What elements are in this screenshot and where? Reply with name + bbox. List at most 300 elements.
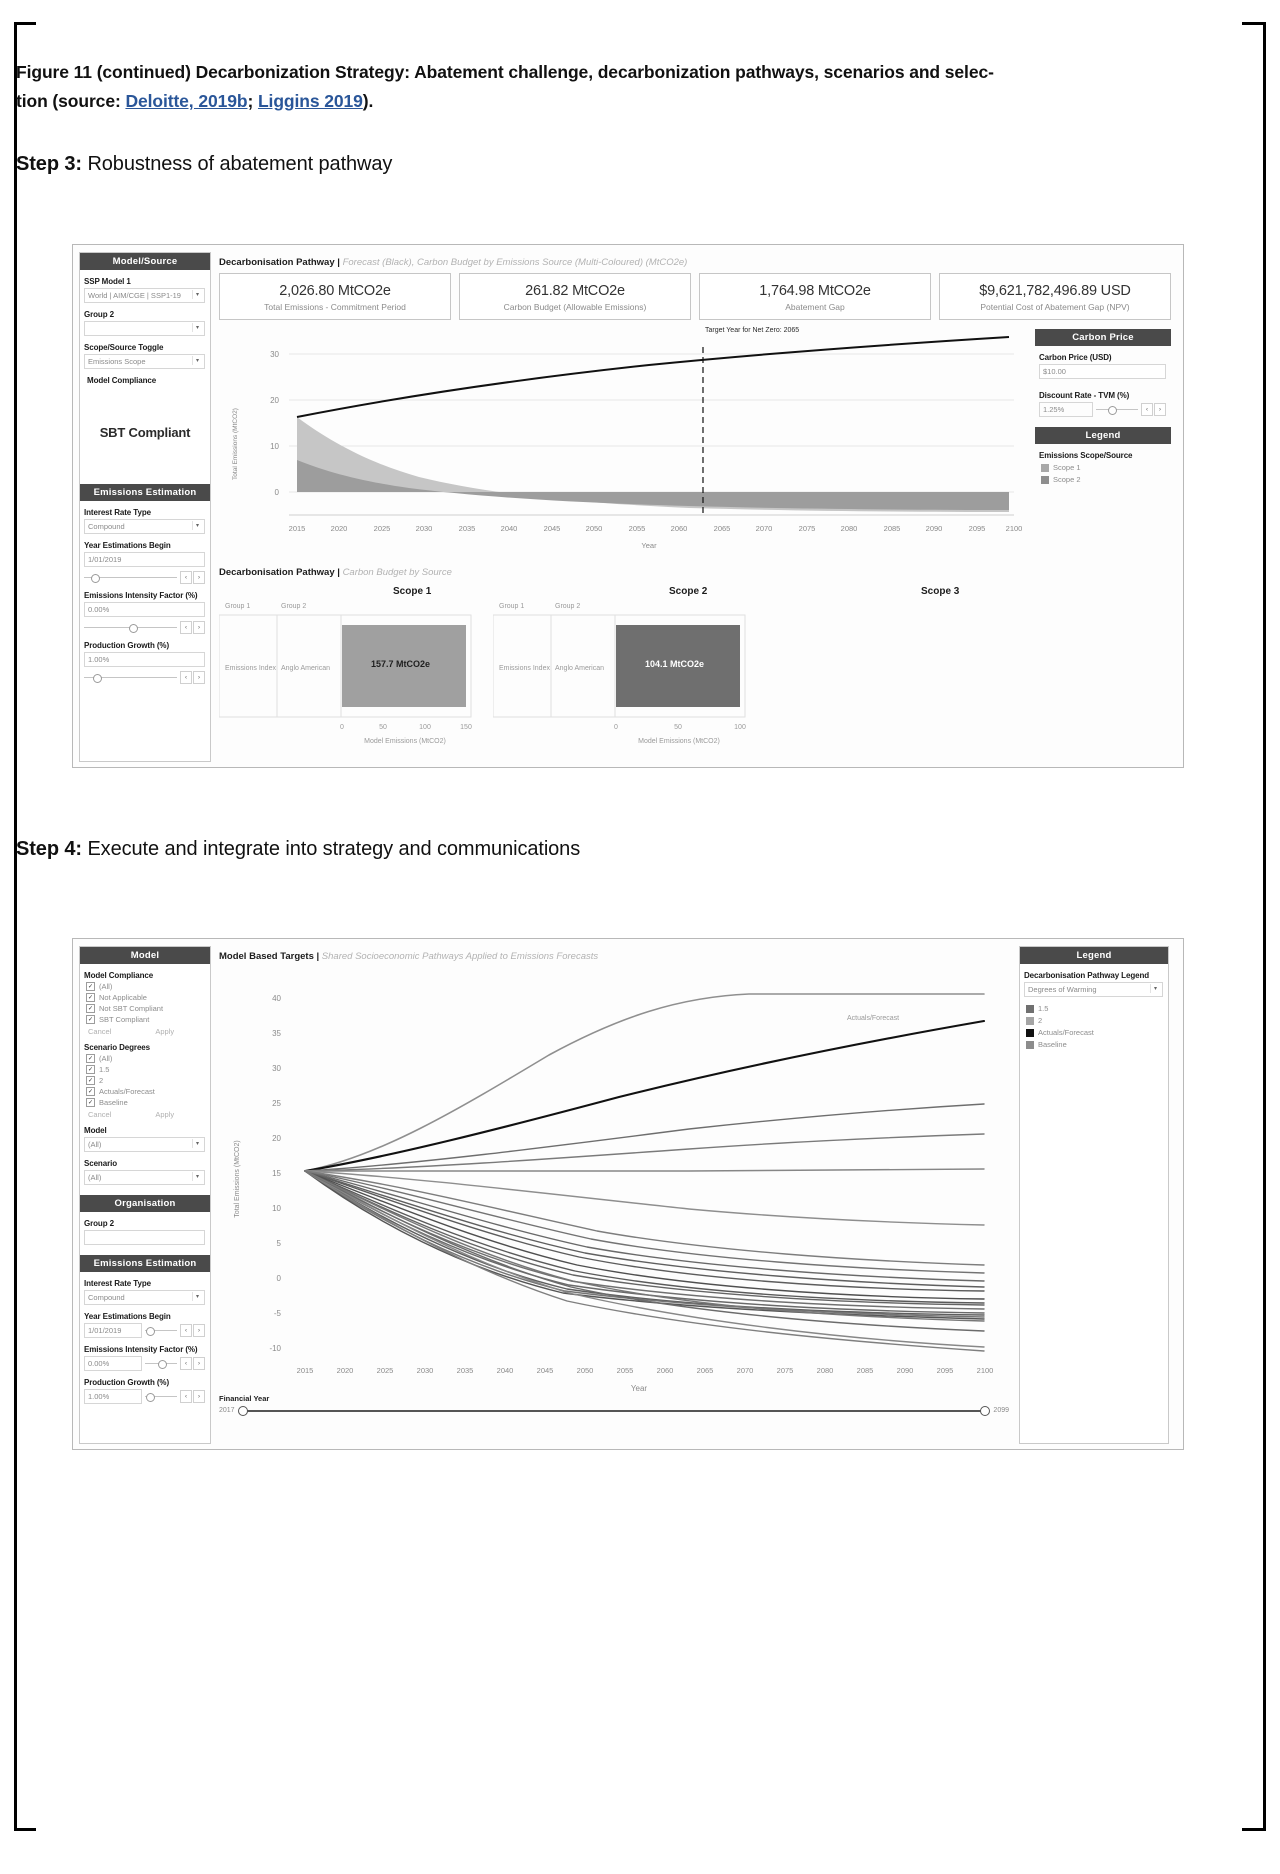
svg-text:2040: 2040 xyxy=(500,524,518,533)
kpi-value: 1,764.98 MtCO2e xyxy=(759,283,871,299)
dash4-growth-slider[interactable] xyxy=(145,1396,177,1397)
dash4-x-axis-title: Year xyxy=(630,1384,648,1393)
dash3-legend-title: Emissions Scope/Source xyxy=(1039,451,1133,460)
kpi-label: Abatement Gap xyxy=(785,302,845,312)
scenario-degrees-label: Scenario Degrees xyxy=(84,1043,150,1052)
dash4-year-slider[interactable] xyxy=(145,1330,177,1331)
kpi-label: Potential Cost of Abatement Gap (NPV) xyxy=(980,302,1130,312)
dash4-group2-label: Group 2 xyxy=(84,1219,114,1228)
dash4-growth-value: 1.00% xyxy=(88,1392,110,1401)
scope-1-title: Scope 1 xyxy=(393,586,432,597)
emissions-intensity-spinner[interactable] xyxy=(180,621,205,634)
legend-item[interactable] xyxy=(1041,475,1171,484)
svg-text:2025: 2025 xyxy=(376,1366,394,1375)
dash3-lower-title-bold: Decarbonisation Pathway | xyxy=(219,567,343,578)
svg-text:35: 35 xyxy=(272,1029,281,1038)
dash4-model-compliance-label: Model Compliance xyxy=(84,971,154,980)
figure-caption xyxy=(16,58,1259,116)
scope-1-group1-header: Group 1 xyxy=(225,603,251,610)
financial-year-start: 2017 xyxy=(219,1407,235,1414)
dash3-chart-title xyxy=(219,257,687,268)
svg-text:100: 100 xyxy=(419,724,431,731)
spinner-prev[interactable]: ‹ xyxy=(180,571,192,584)
step-4-dashboard xyxy=(72,938,1184,1450)
degrees-apply-button[interactable]: Apply xyxy=(155,1110,175,1119)
dash4-year-value: 1/01/2019 xyxy=(88,1326,122,1335)
slider-handle[interactable] xyxy=(129,624,138,633)
crop-mark-bottom-left xyxy=(14,1828,36,1831)
dash4-group2-select[interactable] xyxy=(84,1230,205,1245)
svg-text:2020: 2020 xyxy=(330,524,348,533)
emissions-intensity-factor-label: Emissions Intensity Factor (%) xyxy=(84,591,198,600)
kpi-value: 2,026.80 MtCO2e xyxy=(279,283,391,299)
emissions-intensity-factor-input[interactable] xyxy=(84,602,205,617)
svg-text:2055: 2055 xyxy=(616,1366,634,1375)
dash4-y-axis-title: Total Emissions (MtCO2) xyxy=(234,1140,241,1218)
dash3-kpi-row xyxy=(219,273,1171,320)
svg-text:30: 30 xyxy=(270,350,279,359)
svg-text:2035: 2035 xyxy=(458,524,476,533)
net-zero-annotation: Target Year for Net Zero: 2065 xyxy=(705,327,800,334)
production-growth-input[interactable] xyxy=(84,652,205,667)
production-growth-value: 1.00% xyxy=(88,655,110,664)
checkbox-label: (All) xyxy=(99,982,113,991)
scope-3-title: Scope 3 xyxy=(921,586,960,597)
slider-handle[interactable] xyxy=(1108,406,1117,415)
legend-swatch-icon xyxy=(1041,476,1049,484)
checkbox-label: Baseline xyxy=(99,1098,128,1107)
step-3-label: Step 3: xyxy=(16,153,82,175)
kpi-card xyxy=(459,273,691,320)
discount-rate-spinner[interactable] xyxy=(1141,403,1166,416)
legend-swatch-icon xyxy=(1026,1017,1034,1025)
dash3-emissions-estimation-header: Emissions Estimation xyxy=(80,484,210,501)
ssp-model-select[interactable] xyxy=(84,288,205,303)
svg-text:2050: 2050 xyxy=(576,1366,594,1375)
degrees-buttons xyxy=(88,1110,210,1119)
dash4-organisation-header: Organisation xyxy=(80,1195,210,1212)
svg-text:2100: 2100 xyxy=(976,1366,994,1375)
svg-text:15: 15 xyxy=(272,1169,281,1178)
scope-1-row-label-1: Emissions Index xyxy=(225,665,276,672)
spinner-prev[interactable]: ‹ xyxy=(180,671,192,684)
svg-text:10: 10 xyxy=(270,442,279,451)
dash4-legend-title: Decarbonisation Pathway Legend xyxy=(1024,971,1150,980)
discount-rate-input[interactable] xyxy=(1039,402,1093,417)
chevron-down-icon[interactable]: ▾ xyxy=(192,1292,202,1301)
pathway-chart-svg xyxy=(219,329,1029,559)
year-estimations-begin-label: Year Estimations Begin xyxy=(84,541,171,550)
group2-label: Group 2 xyxy=(84,310,114,319)
kpi-value: $9,621,782,496.89 USD xyxy=(979,283,1131,299)
spinner-prev[interactable]: ‹ xyxy=(180,1357,192,1370)
checkbox-icon[interactable]: ✓ xyxy=(87,1099,94,1106)
degrees-checkbox-baseline[interactable] xyxy=(86,1098,210,1107)
citation-link-deloitte[interactable]: Deloitte, 2019b xyxy=(125,91,248,111)
checkbox-icon[interactable]: ✓ xyxy=(87,1055,94,1062)
dash4-scenario-value: (All) xyxy=(88,1173,102,1182)
spinner-next[interactable]: › xyxy=(193,1390,205,1403)
legend-swatch-icon xyxy=(1026,1029,1034,1037)
production-growth-slider-row[interactable] xyxy=(84,671,205,684)
checkbox-icon[interactable]: ✓ xyxy=(87,1005,94,1012)
step-3-heading xyxy=(16,153,392,176)
svg-text:0: 0 xyxy=(274,488,279,497)
year-estimations-slider[interactable] xyxy=(84,577,177,578)
chevron-down-icon[interactable]: ▾ xyxy=(192,323,202,332)
chevron-down-icon[interactable]: ▾ xyxy=(1150,984,1160,993)
dash4-growth-label: Production Growth (%) xyxy=(84,1378,170,1387)
group2-select[interactable] xyxy=(84,321,205,336)
interest-rate-type-label: Interest Rate Type xyxy=(84,508,151,517)
svg-text:2100: 2100 xyxy=(1005,524,1023,533)
dash4-scenario-label: Scenario xyxy=(84,1159,117,1168)
legend-label: Scope 2 xyxy=(1053,475,1081,484)
scope-2-group2-header: Group 2 xyxy=(555,603,581,610)
legend-swatch-icon xyxy=(1041,464,1049,472)
year-estimations-begin-input[interactable] xyxy=(84,552,205,567)
kpi-card xyxy=(699,273,931,320)
checkbox-label: Not Applicable xyxy=(99,993,147,1002)
dash4-chart-title-bold: Model Based Targets | xyxy=(219,951,322,962)
production-growth-spinner[interactable] xyxy=(180,671,205,684)
spinner-next[interactable]: › xyxy=(193,571,205,584)
slider-handle-start[interactable] xyxy=(238,1406,248,1416)
checkbox-icon[interactable]: ✓ xyxy=(87,1077,94,1084)
dash3-lower-chart-title xyxy=(219,567,452,578)
svg-text:2065: 2065 xyxy=(696,1366,714,1375)
svg-text:2055: 2055 xyxy=(628,524,646,533)
degrees-checkbox-1-5[interactable] xyxy=(86,1065,210,1074)
checkbox-icon[interactable]: ✓ xyxy=(87,1088,94,1095)
checkbox-label: 2 xyxy=(99,1076,104,1085)
svg-text:2045: 2045 xyxy=(536,1366,554,1375)
svg-text:2020: 2020 xyxy=(336,1366,354,1375)
financial-year-control xyxy=(219,1394,1009,1414)
compliance-buttons xyxy=(88,1027,210,1036)
svg-text:0: 0 xyxy=(276,1274,281,1283)
legend-swatch-icon xyxy=(1026,1005,1034,1013)
dash4-year-spinner[interactable] xyxy=(180,1324,205,1337)
caption-line-2-end: ). xyxy=(362,91,374,111)
scope-2-row-label-1: Emissions Index xyxy=(499,665,550,672)
svg-text:2060: 2060 xyxy=(656,1366,674,1375)
slider-handle[interactable] xyxy=(146,1327,155,1336)
scope-2-row-label-2: Anglo American xyxy=(555,665,605,672)
spinner-prev[interactable]: ‹ xyxy=(180,1390,192,1403)
checkbox-label: Not SBT Compliant xyxy=(99,1004,164,1013)
svg-text:0: 0 xyxy=(340,724,344,731)
scope-2-bar-label: 104.1 MtCO2e xyxy=(645,659,705,669)
dash4-intensity-label: Emissions Intensity Factor (%) xyxy=(84,1345,198,1354)
svg-text:25: 25 xyxy=(272,1099,281,1108)
checkbox-label: SBT Compliant xyxy=(99,1015,150,1024)
checkbox-label: 1.5 xyxy=(99,1065,110,1074)
forecast-line xyxy=(297,337,1009,417)
slider-handle[interactable] xyxy=(91,574,100,583)
carbon-price-header: Carbon Price xyxy=(1035,329,1171,346)
dash4-model-value: (All) xyxy=(88,1140,102,1149)
production-growth-label: Production Growth (%) xyxy=(84,641,170,650)
dash3-legend-header: Legend xyxy=(1035,427,1171,444)
checkbox-label: (All) xyxy=(99,1054,113,1063)
dash3-lower-title-sub: Carbon Budget by Source xyxy=(342,567,452,578)
targets-chart-svg xyxy=(219,969,1009,1409)
ssp-model-label: SSP Model 1 xyxy=(84,277,131,286)
legend-swatch-icon xyxy=(1026,1041,1034,1049)
legend-label: Actuals/Forecast xyxy=(1038,1028,1094,1037)
x-axis-title: Year xyxy=(641,541,657,550)
degrees-cancel-button[interactable]: Cancel xyxy=(88,1110,112,1119)
dash4-growth-input[interactable] xyxy=(84,1389,142,1404)
kpi-label: Carbon Budget (Allowable Emissions) xyxy=(503,302,647,312)
svg-text:2060: 2060 xyxy=(670,524,688,533)
chevron-down-icon[interactable]: ▾ xyxy=(192,1172,202,1181)
dash4-interest-rate-label: Interest Rate Type xyxy=(84,1279,151,1288)
emissions-intensity-slider[interactable] xyxy=(84,627,177,628)
dash4-intensity-input[interactable] xyxy=(84,1356,142,1371)
citation-link-liggins[interactable]: Liggins 2019 xyxy=(257,91,363,111)
svg-text:100: 100 xyxy=(734,724,746,731)
svg-text:2040: 2040 xyxy=(496,1366,514,1375)
dash3-right-panel xyxy=(1035,329,1171,484)
legend-label: 2 xyxy=(1038,1016,1043,1025)
svg-text:0: 0 xyxy=(614,724,618,731)
dash4-model-select[interactable] xyxy=(84,1137,205,1152)
slider-handle-end[interactable] xyxy=(980,1406,990,1416)
caption-line-1: Figure 11 (continued) Decarbonization Strategy: Abatement challenge, decarbonization pathways, scenarios and selec- xyxy=(16,62,994,82)
dash4-growth-spinner[interactable] xyxy=(180,1390,205,1403)
scope-source-toggle-value: Emissions Scope xyxy=(88,357,146,366)
chevron-down-icon[interactable]: ▾ xyxy=(192,290,202,299)
spinner-next[interactable]: › xyxy=(193,671,205,684)
page-right-edge xyxy=(1263,22,1266,1831)
scope-1-axis-title: Model Emissions (MtCO2) xyxy=(364,738,446,745)
svg-text:2050: 2050 xyxy=(585,524,603,533)
dash4-legend-dropdown-value: Degrees of Warming xyxy=(1028,985,1097,994)
spinner-prev[interactable]: ‹ xyxy=(1141,403,1153,416)
svg-text:-10: -10 xyxy=(269,1344,281,1353)
dash4-year-label: Year Estimations Begin xyxy=(84,1312,171,1321)
checkbox-icon[interactable]: ✓ xyxy=(87,1016,94,1023)
svg-text:2030: 2030 xyxy=(415,524,433,533)
actuals-forecast-annotation: Actuals/Forecast xyxy=(847,1015,900,1022)
step-4-heading xyxy=(16,838,580,861)
spinner-next[interactable]: › xyxy=(193,1357,205,1370)
dash4-intensity-spinner[interactable] xyxy=(180,1357,205,1370)
financial-year-slider[interactable] xyxy=(241,1410,988,1412)
spinner-prev[interactable]: ‹ xyxy=(180,1324,192,1337)
legend-item[interactable] xyxy=(1041,463,1171,472)
legend-label: Scope 1 xyxy=(1053,463,1081,472)
svg-text:2085: 2085 xyxy=(856,1366,874,1375)
kpi-card xyxy=(219,273,451,320)
chevron-down-icon[interactable]: ▾ xyxy=(192,521,202,530)
page-left-edge xyxy=(14,22,17,1831)
scope-2-bar-svg xyxy=(493,603,753,748)
caption-separator: ; xyxy=(247,91,258,111)
legend-item-baseline[interactable] xyxy=(1026,1040,1168,1049)
svg-text:2070: 2070 xyxy=(736,1366,754,1375)
dash4-legend-dropdown[interactable] xyxy=(1024,982,1163,997)
scope-1-bar-panel xyxy=(219,603,479,748)
dash4-sidebar xyxy=(79,946,211,1444)
degrees-checkbox-all[interactable] xyxy=(86,1054,210,1063)
emissions-intensity-slider-row[interactable] xyxy=(84,621,205,634)
spinner-next[interactable]: › xyxy=(1154,403,1166,416)
checkbox-icon[interactable]: ✓ xyxy=(87,1066,94,1073)
svg-text:2070: 2070 xyxy=(755,524,773,533)
dash4-scenario-select[interactable] xyxy=(84,1170,205,1185)
emissions-intensity-factor-value: 0.00% xyxy=(88,605,110,614)
financial-year-label: Financial Year xyxy=(219,1394,270,1403)
legend-label: 1.5 xyxy=(1038,1004,1049,1013)
dash4-interest-rate-select[interactable] xyxy=(84,1290,205,1305)
year-estimations-begin-value: 1/01/2019 xyxy=(88,555,122,564)
svg-text:2065: 2065 xyxy=(713,524,731,533)
chevron-down-icon[interactable]: ▾ xyxy=(192,356,202,365)
svg-text:20: 20 xyxy=(270,396,279,405)
dash4-model-label: Model xyxy=(84,1126,107,1135)
chevron-down-icon[interactable]: ▾ xyxy=(192,1139,202,1148)
legend-item-actuals-forecast[interactable] xyxy=(1026,1028,1168,1037)
dash4-model-header: Model xyxy=(80,947,210,964)
dash4-year-input[interactable] xyxy=(84,1323,142,1338)
discount-rate-label: Discount Rate - TVM (%) xyxy=(1039,391,1130,400)
model-compliance-value: SBT Compliant xyxy=(99,425,191,440)
svg-text:2075: 2075 xyxy=(776,1366,794,1375)
spinner-prev[interactable]: ‹ xyxy=(180,621,192,634)
compliance-checkbox-not-applicable[interactable] xyxy=(86,993,210,1002)
svg-text:20: 20 xyxy=(272,1134,281,1143)
scenario-lines xyxy=(305,994,984,1351)
discount-rate-slider[interactable] xyxy=(1096,409,1138,410)
scope-1-row-label-2: Anglo American xyxy=(281,665,331,672)
compliance-checkbox-not-sbt-compliant[interactable] xyxy=(86,1004,210,1013)
scope-1-bar-svg xyxy=(219,603,479,748)
svg-text:2080: 2080 xyxy=(816,1366,834,1375)
dash3-sidebar-header: Model/Source xyxy=(80,253,210,270)
model-compliance-label: Model Compliance xyxy=(87,376,157,385)
step-3-dashboard xyxy=(72,244,1184,768)
financial-year-end: 2099 xyxy=(993,1407,1009,1414)
spinner-next[interactable]: › xyxy=(193,1324,205,1337)
svg-text:2015: 2015 xyxy=(296,1366,314,1375)
svg-text:50: 50 xyxy=(379,724,387,731)
svg-text:50: 50 xyxy=(674,724,682,731)
slider-handle[interactable] xyxy=(146,1393,155,1402)
scope-source-toggle-select[interactable] xyxy=(84,354,205,369)
svg-text:2090: 2090 xyxy=(925,524,943,533)
svg-text:2035: 2035 xyxy=(456,1366,474,1375)
step-4-text: Execute and integrate into strategy and communications xyxy=(81,838,581,860)
interest-rate-type-select[interactable] xyxy=(84,519,205,534)
y-axis-title: Total Emissions (MtCO2) xyxy=(232,408,239,480)
svg-text:2030: 2030 xyxy=(416,1366,434,1375)
dash3-sidebar xyxy=(79,252,211,762)
checkbox-label: Actuals/Forecast xyxy=(99,1087,155,1096)
kpi-value: 261.82 MtCO2e xyxy=(525,283,625,299)
crop-mark-top-left xyxy=(14,22,36,25)
slider-handle[interactable] xyxy=(158,1360,167,1369)
degrees-checkbox-2[interactable] xyxy=(86,1076,210,1085)
svg-text:2095: 2095 xyxy=(968,524,986,533)
dash4-legend-panel xyxy=(1019,946,1169,1444)
compliance-checkbox-sbt-compliant[interactable] xyxy=(86,1015,210,1024)
legend-label: Baseline xyxy=(1038,1040,1067,1049)
step-3-text: Robustness of abatement pathway xyxy=(81,153,393,175)
svg-text:2095: 2095 xyxy=(936,1366,954,1375)
degrees-checkbox-actuals-forecast[interactable] xyxy=(86,1087,210,1096)
svg-text:2045: 2045 xyxy=(543,524,561,533)
compliance-cancel-button[interactable]: Cancel xyxy=(88,1027,112,1036)
svg-text:30: 30 xyxy=(272,1064,281,1073)
kpi-card xyxy=(939,273,1171,320)
caption-line-2-start: tion (source: xyxy=(16,91,126,111)
scope-2-title: Scope 2 xyxy=(669,586,708,597)
svg-text:10: 10 xyxy=(272,1204,281,1213)
svg-text:2090: 2090 xyxy=(896,1366,914,1375)
dash3-chart-title-bold: Decarbonisation Pathway | xyxy=(219,257,343,268)
svg-text:5: 5 xyxy=(276,1239,281,1248)
spinner-next[interactable]: › xyxy=(193,621,205,634)
dash4-emissions-estimation-header: Emissions Estimation xyxy=(80,1255,210,1272)
year-estimations-slider-row[interactable] xyxy=(84,571,205,584)
model-based-targets-chart xyxy=(219,969,1009,1409)
scope-2-axis-title: Model Emissions (MtCO2) xyxy=(638,738,720,745)
kpi-label: Total Emissions - Commitment Period xyxy=(264,302,406,312)
production-growth-slider[interactable] xyxy=(84,677,177,678)
carbon-price-value: $10.00 xyxy=(1043,367,1066,376)
carbon-price-label: Carbon Price (USD) xyxy=(1039,353,1112,362)
dash4-interest-rate-value: Compound xyxy=(88,1293,125,1302)
svg-text:2075: 2075 xyxy=(798,524,816,533)
dash3-chart-title-sub: Forecast (Black), Carbon Budget by Emissions Source (Multi-Coloured) (MtCO2e) xyxy=(342,257,688,268)
scope-2-bar-panel xyxy=(493,603,753,748)
scope-source-toggle-label: Scope/Source Toggle xyxy=(84,343,164,352)
discount-rate-value: 1.25% xyxy=(1043,405,1065,414)
svg-text:-5: -5 xyxy=(273,1309,281,1318)
year-estimations-spinner[interactable] xyxy=(180,571,205,584)
svg-text:150: 150 xyxy=(460,724,472,731)
dash4-intensity-slider[interactable] xyxy=(145,1363,177,1364)
interest-rate-type-value: Compound xyxy=(88,522,125,531)
svg-text:40: 40 xyxy=(272,994,281,1003)
svg-text:2025: 2025 xyxy=(373,524,391,533)
dash4-chart-title-sub: Shared Socioeconomic Pathways Applied to Emissions Forecasts xyxy=(321,951,599,962)
compliance-checkbox-all[interactable] xyxy=(86,982,210,991)
dash4-legend-header: Legend xyxy=(1020,947,1168,964)
checkbox-icon[interactable]: ✓ xyxy=(87,994,94,1001)
compliance-apply-button[interactable]: Apply xyxy=(155,1027,175,1036)
dash4-chart-title xyxy=(219,951,598,962)
step-4-label: Step 4: xyxy=(16,838,82,860)
decarbonisation-pathway-chart xyxy=(219,329,1029,559)
svg-text:2080: 2080 xyxy=(840,524,858,533)
svg-text:2085: 2085 xyxy=(883,524,901,533)
slider-handle[interactable] xyxy=(93,674,102,683)
legend-item-1-5[interactable] xyxy=(1026,1004,1168,1013)
checkbox-icon[interactable]: ✓ xyxy=(87,983,94,990)
scope-1-bar-label: 157.7 MtCO2e xyxy=(371,659,431,669)
scope-1-group2-header: Group 2 xyxy=(281,603,307,610)
legend-item-2[interactable] xyxy=(1026,1016,1168,1025)
svg-text:2015: 2015 xyxy=(288,524,306,533)
carbon-price-input[interactable] xyxy=(1039,364,1166,379)
ssp-model-value: World | AIM/CGE | SSP1-19 xyxy=(88,291,181,300)
dash4-intensity-value: 0.00% xyxy=(88,1359,110,1368)
scope-2-group1-header: Group 1 xyxy=(499,603,525,610)
